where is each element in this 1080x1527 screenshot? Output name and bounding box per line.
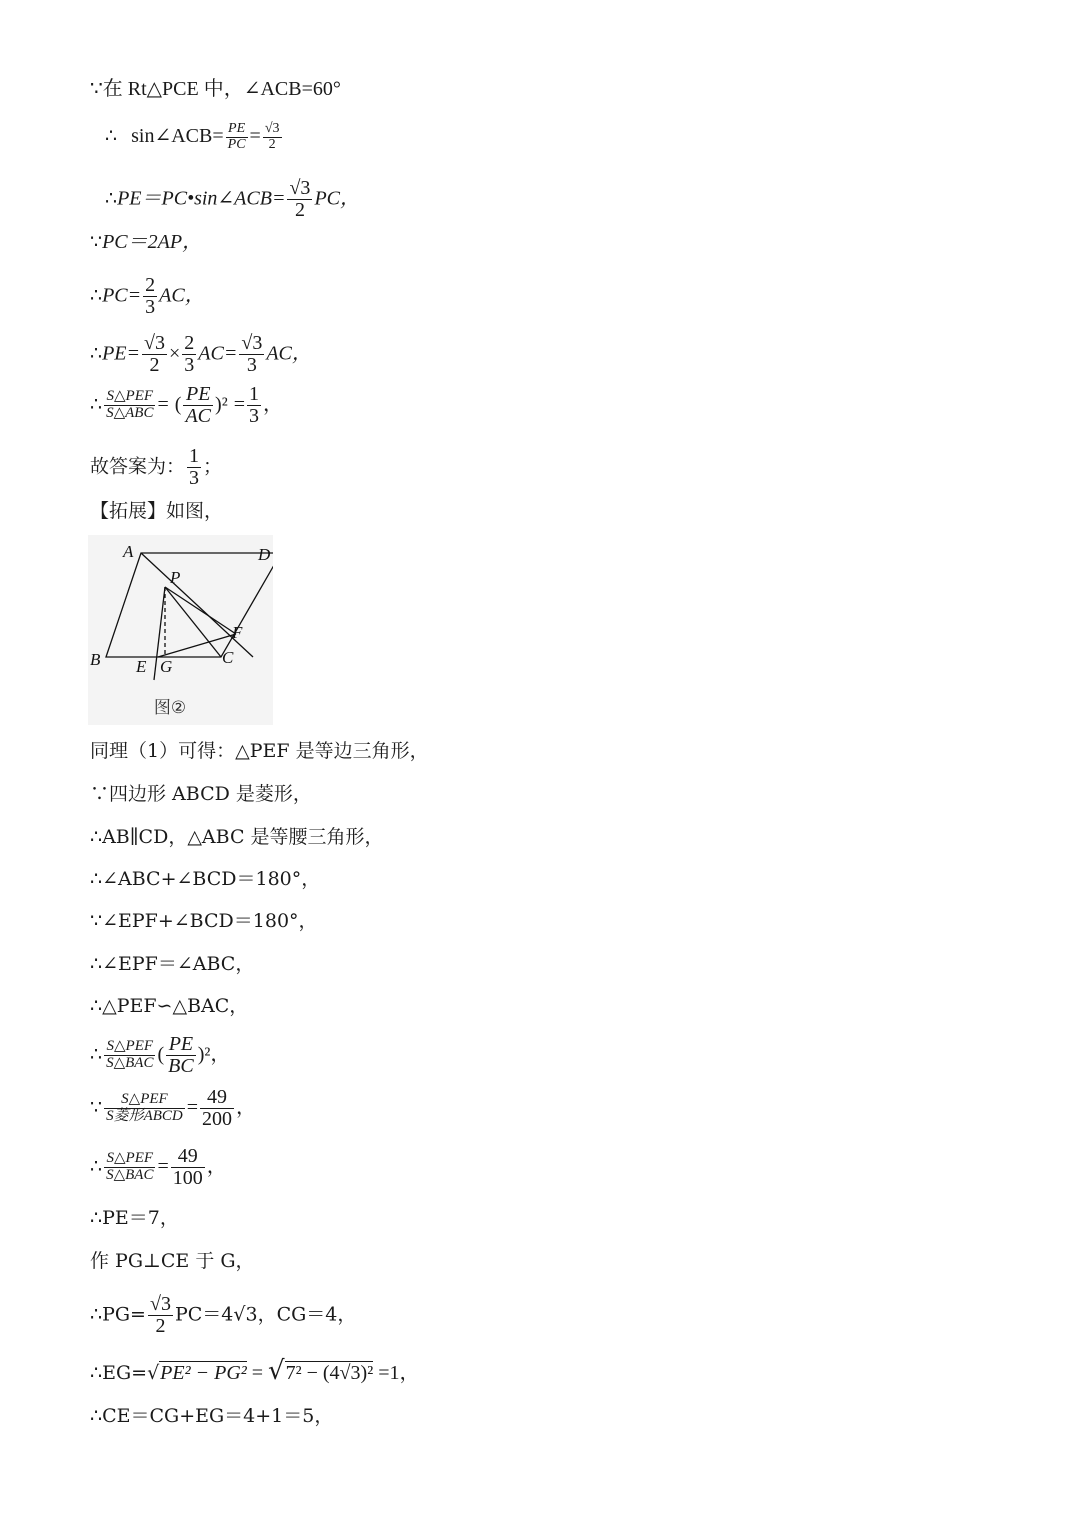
denominator: S△ABC	[106, 405, 154, 421]
line-t5-text: ∵∠EPF+∠BCD＝180°，	[90, 910, 318, 932]
line-t6-text: ∴∠EPF＝∠ABC，	[90, 953, 255, 975]
line-8-answer	[90, 446, 222, 489]
equals: =	[249, 125, 261, 148]
sin-expr: sin∠ACB=	[131, 125, 224, 148]
therefore-symbol: ∴	[90, 1155, 103, 1178]
numerator: 2	[145, 274, 156, 296]
line-t2-text: ∵四边形 ABCD 是菱形，	[90, 783, 312, 805]
label-f: F	[232, 623, 243, 642]
line-6-tail: AC，	[266, 342, 312, 365]
close-paren-squared: )²，	[197, 1043, 231, 1066]
because-symbol: ∵	[90, 231, 103, 253]
therefore-symbol: ∴	[90, 342, 103, 365]
line-7	[90, 384, 283, 427]
denominator: 3	[246, 354, 257, 376]
fraction-sqrt3-2	[148, 1294, 173, 1337]
equals: =	[246, 1362, 269, 1384]
sqrt-symbol: √	[147, 1362, 160, 1384]
numerator: 1	[249, 383, 260, 405]
line-t2	[90, 785, 312, 804]
line-5-expr: PC=	[102, 284, 142, 307]
times-symbol: ×	[169, 342, 181, 365]
line-t13-expr: ∴PG=	[90, 1303, 146, 1326]
extension-text: 【拓展】如图，	[90, 500, 224, 522]
numerator: 1	[189, 445, 200, 467]
fraction-pef-bac	[104, 1039, 155, 1072]
fraction-pe-ac	[183, 384, 213, 427]
label-a: A	[123, 542, 134, 561]
line-t12-text: 作 PG⊥CE 于 G，	[90, 1250, 255, 1272]
therefore-symbol: ∴	[90, 1043, 103, 1066]
line-5-tail: AC，	[159, 284, 205, 307]
fraction-pef-rhombus	[104, 1092, 185, 1125]
fraction-pe-pc	[226, 122, 248, 152]
numerator: S△PEF	[104, 1039, 155, 1056]
label-e: E	[136, 657, 147, 676]
close-paren-squared: )²	[215, 393, 228, 416]
line-t7-text: ∴△PEF∽△BAC，	[90, 995, 249, 1017]
equals: =	[157, 393, 169, 416]
radicand-1: PE² − PG²	[160, 1362, 247, 1384]
line-3	[105, 178, 360, 221]
label-c: C	[222, 648, 234, 667]
comma: ，	[206, 1155, 227, 1178]
comma: ，	[263, 393, 284, 416]
line-4	[90, 232, 202, 252]
denominator: 100	[172, 1167, 203, 1189]
line-1-text: 在 Rt△PCE 中，∠ACB=60°	[102, 78, 341, 100]
fraction-2-3	[182, 333, 196, 376]
fraction-area-ratio	[104, 389, 155, 422]
line-t12	[90, 1252, 255, 1271]
line-t1-text: 同理（1）可得：△PEF 是等边三角形，	[90, 740, 429, 762]
therefore-symbol: ∴	[90, 284, 103, 307]
numerator: 49	[171, 1146, 205, 1168]
line-t3-text: ∴AB∥CD，△ABC 是等腰三角形，	[90, 826, 384, 848]
denominator: 2	[268, 136, 276, 152]
therefore-symbol: ∴	[90, 393, 103, 416]
line-t3	[90, 828, 384, 847]
numerator: S△PEF	[104, 389, 155, 406]
fraction-sqrt3-3	[239, 333, 264, 376]
denominator: S△BAC	[106, 1055, 154, 1071]
numerator: 49	[200, 1087, 234, 1109]
fraction-49-200	[200, 1087, 234, 1130]
numerator: √3	[264, 121, 280, 136]
line-2	[105, 122, 284, 152]
line-t6	[90, 955, 254, 974]
line-t15-text: ∴CE＝CG+EG＝4+1＝5，	[90, 1405, 334, 1427]
numerator: PE	[166, 1034, 196, 1056]
line-5	[90, 275, 205, 318]
fraction-pef-bac-2	[104, 1151, 155, 1184]
numerator: PE	[226, 122, 248, 138]
fraction-49-100	[171, 1146, 205, 1189]
equals: =	[233, 393, 246, 416]
numerator: S△PEF	[104, 1092, 185, 1109]
numerator: √3	[289, 177, 311, 199]
denominator: S菱形ABCD	[106, 1108, 183, 1124]
figure-caption: 图②	[153, 698, 187, 718]
line-3-tail: PC，	[314, 187, 360, 210]
line-t7	[90, 997, 248, 1016]
extension-heading	[90, 502, 223, 521]
denominator: 3	[184, 354, 195, 376]
numerator: PE	[183, 384, 213, 406]
numerator: √3	[144, 332, 166, 354]
line-t11	[90, 1209, 179, 1228]
label-d: D	[258, 545, 271, 564]
fraction-sqrt3-2	[287, 178, 312, 221]
denominator: 2	[149, 354, 160, 376]
answer-label: 故答案为：	[90, 455, 186, 478]
denominator: 3	[189, 467, 200, 489]
line-t4-text: ∴∠ABC+∠BCD＝180°，	[90, 868, 321, 890]
line-t15	[90, 1407, 333, 1426]
open-paren: (	[174, 393, 182, 416]
equals: =	[157, 1155, 169, 1178]
denominator: S△BAC	[106, 1167, 154, 1183]
label-b: B	[90, 650, 101, 669]
because-symbol: ∵	[90, 1096, 103, 1119]
numerator: √3	[241, 332, 263, 354]
line-1	[90, 78, 341, 99]
line-t14	[90, 1358, 419, 1384]
line-t13-tail: PC＝4√3，CG＝4，	[174, 1303, 357, 1326]
denominator: BC	[168, 1055, 194, 1077]
line-ratio-1	[90, 1034, 230, 1077]
comma: ，	[236, 1096, 257, 1119]
numerator: S△PEF	[104, 1151, 155, 1168]
label-g: G	[160, 657, 173, 676]
denominator: 2	[294, 199, 305, 221]
fraction-2-3	[143, 275, 157, 318]
line-t1	[90, 742, 429, 761]
therefore-symbol: ∴	[105, 125, 118, 148]
geometry-figure	[88, 535, 273, 725]
open-paren: (	[157, 1043, 165, 1066]
radicand-2: 7² − (4√3)²	[285, 1362, 374, 1384]
line-4-text: PC＝2AP，	[102, 231, 203, 253]
label-p: P	[170, 568, 181, 587]
line-6-expr: PE=	[102, 342, 141, 365]
denominator: AC	[185, 405, 212, 427]
line-ratio-3	[90, 1146, 227, 1189]
sqrt-symbol-large: √	[268, 1356, 285, 1386]
denominator: 200	[202, 1108, 233, 1130]
equals: =	[186, 1096, 199, 1119]
denominator: PC	[227, 136, 246, 152]
therefore-symbol: ∴	[105, 187, 118, 210]
because-symbol: ∵	[90, 76, 103, 100]
line-3-expr: PE＝PC•sin∠ACB=	[117, 187, 286, 210]
line-t5	[90, 912, 318, 931]
fraction-pe-bc	[166, 1034, 196, 1077]
line-ratio-2	[90, 1087, 256, 1130]
line-t14-tail: =1，	[373, 1362, 420, 1384]
denominator: 3	[145, 296, 156, 318]
line-t11-text: ∴PE＝7，	[90, 1207, 179, 1229]
semicolon: ；	[203, 455, 223, 478]
fraction-sqrt3-2	[142, 333, 167, 376]
line-t14-expr: ∴EG=	[90, 1362, 148, 1384]
line-6	[90, 333, 312, 376]
fraction-1-3	[247, 384, 261, 427]
line-6-mid: AC=	[198, 342, 238, 365]
line-t13	[90, 1294, 356, 1337]
denominator: 3	[249, 405, 260, 427]
numerator: √3	[149, 1293, 171, 1315]
denominator: 2	[155, 1315, 166, 1337]
numerator: 2	[184, 332, 195, 354]
line-t4	[90, 870, 320, 889]
fraction-sqrt3-2	[263, 122, 282, 152]
fraction-1-3	[187, 446, 201, 489]
